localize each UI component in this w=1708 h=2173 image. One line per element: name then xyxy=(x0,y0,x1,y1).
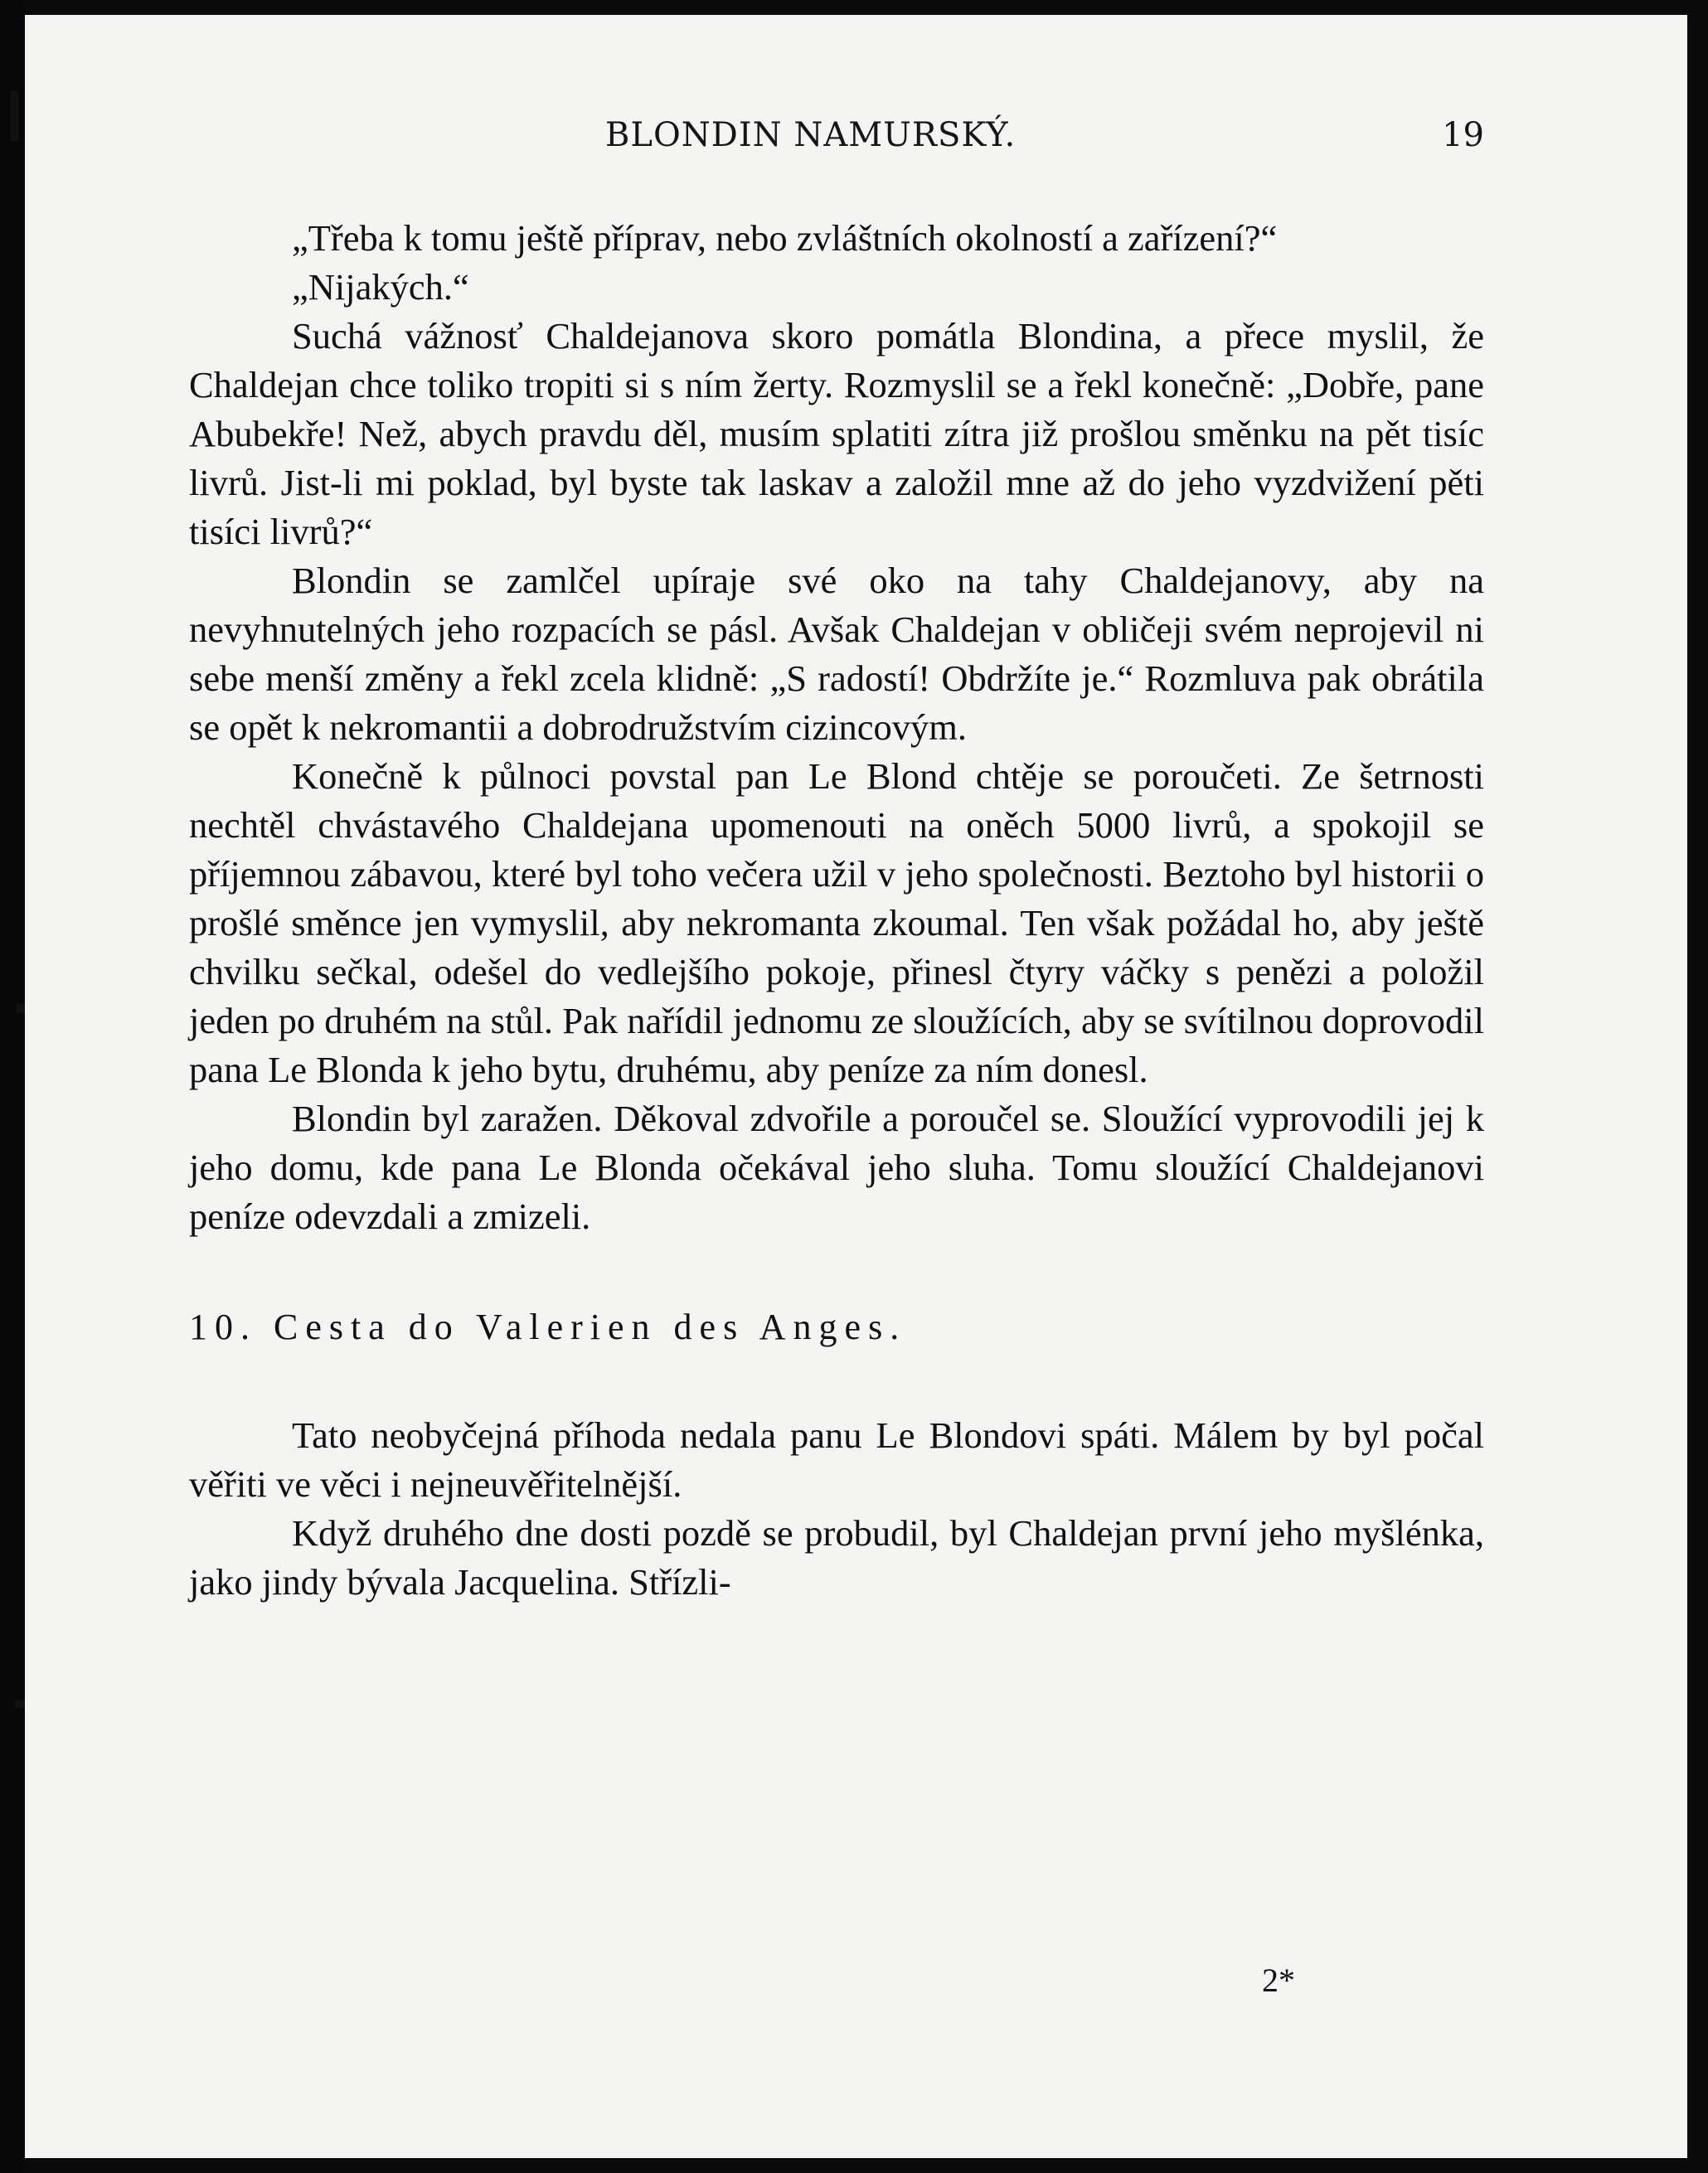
paragraph: Konečně k půlnoci povstal pan Le Blond chtěje se poroučeti. Ze šetrnosti nechtěl chvástavého Chaldejana upomenouti na oněch 5000 livrů, a spokojil se příjemnou zábavou, které byl toho večera užil v jeho společnosti. Beztoho byl historii o prošlé směnce jen vymyslil, aby nekromanta zkoumal. Ten však požádal ho, aby ještě chvilku sečkal, odešel do vedlejšího pokoje, přinesl čtyry váčky s penězi a položil jeden po druhém na stůl. Pak nařídil jednomu ze sloužících, aby se svítilnou doprovodil pana Le Blonda k jeho bytu, druhému, aby peníze za ním donesl. xyxy=(189,755,1484,1090)
paragraph: Suchá vážnosť Chaldejanova skoro pomátla Blondina, a přece myslil, že Chaldejan chce toliko tropiti si s ním žerty. Rozmyslil se a řekl konečně: „Dobře, pane Abubekře! Než, abych pravdu děl, musím splatiti zítra již prošlou směnku na pět tisíc livrů. Jist-li mi poklad, byl byste tak laskav a založil mne až do jeho vyzdvižení pěti tisíci livrů?“ xyxy=(189,315,1484,552)
paragraph: „Nijakých.“ xyxy=(292,266,469,308)
running-header xyxy=(191,116,1484,158)
body-text xyxy=(189,214,1484,1607)
paragraph: Blondin se zamlčel upíraje své oko na tahy Chaldejanovy, aby na nevyhnutelných jeho rozpacích se pásl. Avšak Chaldejan v obličeji svém neprojevil ni sebe menší změny a řekl zcela klidně: „S radostí! Obdržíte je.“ Rozmluva pak obrátila se opět k nekromantii a dobrodružstvím cizincovým. xyxy=(189,560,1484,748)
paragraph: Tato neobyčejná příhoda nedala panu Le Blondovi spáti. Málem by byl počal věřiti ve věci i nejneuvěřitelnější. xyxy=(189,1414,1484,1505)
page-number: 19 xyxy=(1442,116,1484,154)
spine-edge-mark xyxy=(10,91,18,141)
paragraph: Když druhého dne dosti pozdě se probudil, byl Chaldejan první jeho myšlénka, jako jindy bývala Jacquelina. Střízli- xyxy=(189,1512,1484,1603)
signature-mark: 2* xyxy=(1262,1962,1295,1999)
book-spine-shadow xyxy=(0,0,25,2173)
running-title: BLONDIN NAMURSKÝ. xyxy=(605,116,1017,154)
paragraph: „Třeba k tomu ještě příprav, nebo zvláštních okolností a zařízení?“ xyxy=(292,217,1278,259)
section-heading: 10. Cesta do Valerien des Anges. xyxy=(189,1307,907,1347)
paragraph: Blondin byl zaražen. Děkoval zdvořile a poroučel se. Sloužící vyprovodili jej k jeho domu, kde pana Le Blonda očekával jeho sluha. Tomu sloužící Chaldejanovi peníze odevzdali a zmizeli. xyxy=(189,1098,1484,1237)
